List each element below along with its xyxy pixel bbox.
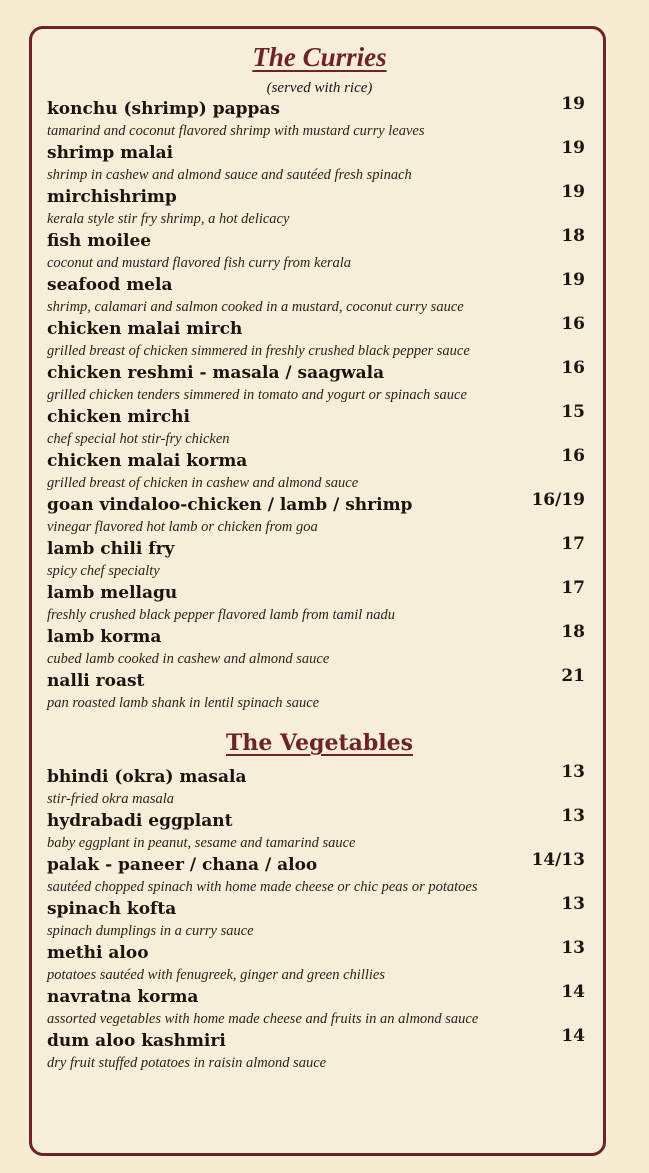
menu-item-description: spinach dumplings in a curry sauce bbox=[47, 923, 254, 939]
menu-item bbox=[47, 894, 592, 942]
menu-item-name: bhindi (okra) masala bbox=[47, 767, 247, 787]
menu-item bbox=[47, 270, 592, 318]
menu-item-description: chef special hot stir-fry chicken bbox=[47, 431, 230, 447]
menu-item-price: 19 bbox=[561, 182, 585, 202]
menu-item-name: chicken reshmi - masala / saagwala bbox=[47, 363, 385, 383]
menu-item-price: 17 bbox=[561, 534, 585, 554]
menu-item-name: spinach kofta bbox=[47, 899, 177, 919]
menu-item-name: lamb mellagu bbox=[47, 583, 178, 603]
curries-list bbox=[47, 94, 592, 714]
menu-item bbox=[47, 1026, 592, 1074]
menu-item bbox=[47, 762, 592, 810]
menu-item-price: 16 bbox=[561, 314, 585, 334]
menu-item-price: 14 bbox=[561, 982, 585, 1002]
menu-item bbox=[47, 666, 592, 714]
menu-item-name: chicken malai mirch bbox=[47, 319, 243, 339]
menu-item-name: konchu (shrimp) pappas bbox=[47, 99, 280, 119]
menu-item-description: pan roasted lamb shank in lentil spinach sauce bbox=[47, 695, 320, 711]
menu-item bbox=[47, 938, 592, 986]
menu-item-price: 13 bbox=[561, 894, 585, 914]
menu-item-description: dry fruit stuffed potatoes in raisin almond sauce bbox=[47, 1055, 327, 1071]
menu-item-description: assorted vegetables with home made cheese and fruits in an almond sauce bbox=[47, 1011, 479, 1027]
menu-item bbox=[47, 534, 592, 582]
menu-item-price: 19 bbox=[561, 270, 585, 290]
menu-item bbox=[47, 402, 592, 450]
menu-item-price: 14/13 bbox=[531, 850, 585, 870]
curries-subtitle: (served with rice) bbox=[266, 80, 373, 96]
curries-title: The Curries bbox=[252, 42, 387, 72]
menu-item bbox=[47, 182, 592, 230]
menu-item-price: 19 bbox=[561, 94, 585, 114]
menu-item-price: 16 bbox=[561, 446, 585, 466]
menu-item-name: lamb korma bbox=[47, 627, 162, 647]
menu-item-name: chicken malai korma bbox=[47, 451, 248, 471]
menu-item-price: 15 bbox=[561, 402, 585, 422]
menu-item bbox=[47, 226, 592, 274]
menu-item bbox=[47, 490, 592, 538]
menu-item-name: shrimp malai bbox=[47, 143, 174, 163]
menu-item-name: mirchishrimp bbox=[47, 187, 177, 207]
menu-item-description: shrimp in cashew and almond sauce and sautéed fresh spinach bbox=[47, 167, 412, 183]
menu-item-name: palak - paneer / chana / aloo bbox=[47, 855, 318, 875]
menu-item-description: potatoes sautéed with fenugreek, ginger and green chillies bbox=[47, 967, 385, 983]
menu-item-price: 16 bbox=[561, 358, 585, 378]
menu-content bbox=[47, 40, 592, 1074]
menu-item-name: dum aloo kashmiri bbox=[47, 1031, 226, 1051]
menu-item bbox=[47, 578, 592, 626]
menu-item-name: seafood mela bbox=[47, 275, 173, 295]
menu-item-description: grilled chicken tenders simmered in tomato and yogurt or spinach sauce bbox=[47, 387, 467, 403]
menu-item-description: freshly crushed black pepper flavored lamb from tamil nadu bbox=[47, 607, 395, 623]
menu-item-price: 17 bbox=[561, 578, 585, 598]
menu-item-description: grilled breast of chicken in cashew and almond sauce bbox=[47, 475, 359, 491]
menu-item-description: kerala style stir fry shrimp, a hot delicacy bbox=[47, 211, 290, 227]
menu-item-price: 13 bbox=[561, 938, 585, 958]
menu-item-description: grilled breast of chicken simmered in freshly crushed black pepper sauce bbox=[47, 343, 470, 359]
menu-item-description: sautéed chopped spinach with home made cheese or chic peas or potatoes bbox=[47, 879, 478, 895]
menu-item-price: 16/19 bbox=[531, 490, 585, 510]
menu-item bbox=[47, 138, 592, 186]
menu-item-price: 13 bbox=[561, 806, 585, 826]
menu-item-description: baby eggplant in peanut, sesame and tamarind sauce bbox=[47, 835, 356, 851]
menu-item bbox=[47, 358, 592, 406]
menu-item-description: tamarind and coconut flavored shrimp with mustard curry leaves bbox=[47, 123, 425, 139]
menu-item-description: spicy chef specialty bbox=[47, 563, 160, 579]
menu-item-price: 21 bbox=[561, 666, 585, 686]
menu-item-description: stir-fried okra masala bbox=[47, 791, 174, 807]
menu-item-price: 14 bbox=[561, 1026, 585, 1046]
menu-item-price: 18 bbox=[561, 622, 585, 642]
menu-item-name: fish moilee bbox=[47, 231, 152, 251]
menu-item-name: methi aloo bbox=[47, 943, 149, 963]
menu-item-name: navratna korma bbox=[47, 987, 199, 1007]
menu-item bbox=[47, 314, 592, 362]
menu-item bbox=[47, 446, 592, 494]
menu-item-description: vinegar flavored hot lamb or chicken from goa bbox=[47, 519, 318, 535]
vegetables-list bbox=[47, 762, 592, 1074]
menu-item bbox=[47, 622, 592, 670]
menu-item-name: hydrabadi eggplant bbox=[47, 811, 233, 831]
menu-item-name: nalli roast bbox=[47, 671, 145, 691]
menu-item-price: 18 bbox=[561, 226, 585, 246]
menu-item-price: 13 bbox=[561, 762, 585, 782]
vegetables-title: The Vegetables bbox=[226, 730, 413, 756]
menu-item-name: chicken mirchi bbox=[47, 407, 190, 427]
menu-item bbox=[47, 94, 592, 142]
menu-item-description: coconut and mustard flavored fish curry from kerala bbox=[47, 255, 352, 271]
menu-item-name: lamb chili fry bbox=[47, 539, 175, 559]
menu-item bbox=[47, 850, 592, 898]
menu-item-description: cubed lamb cooked in cashew and almond sauce bbox=[47, 651, 330, 667]
menu-item bbox=[47, 982, 592, 1030]
menu-item-name: goan vindaloo-chicken / lamb / shrimp bbox=[47, 495, 413, 515]
menu-item-price: 19 bbox=[561, 138, 585, 158]
menu-item-description: shrimp, calamari and salmon cooked in a mustard, coconut curry sauce bbox=[47, 299, 464, 315]
menu-item bbox=[47, 806, 592, 854]
